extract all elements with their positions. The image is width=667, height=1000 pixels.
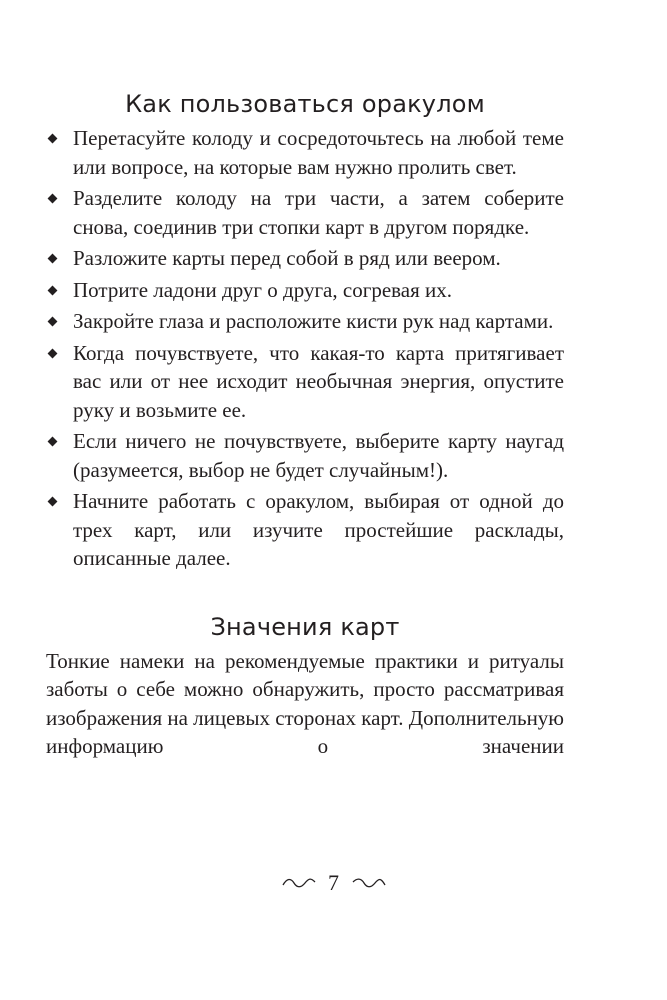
diamond-bullet-icon: [48, 437, 58, 447]
diamond-bullet-icon: [48, 348, 58, 358]
page-content: [46, 88, 564, 761]
list-item-text: Потрите ладони друг о друга, согревая их.: [73, 277, 452, 302]
list-item: [46, 307, 564, 336]
list-item-text: Разделите колоду на три части, а затем соберите снова, соединив три стопки карт в другом порядке.: [73, 186, 564, 239]
page-number: 7: [328, 869, 339, 895]
diamond-bullet-icon: [48, 497, 58, 507]
list-item-text: Когда почувствуете, что какая-то карта притягивает вас или от нее исходит необычная энергия, опустите руку и возьмите ее.: [73, 340, 564, 422]
list-item: [46, 124, 564, 181]
diamond-bullet-icon: [48, 254, 58, 264]
left-swirl-ornament-icon: [281, 876, 317, 890]
list-item-text: Начните работать с оракулом, выбирая от одной до трех карт, или изучите простейшие расклады, описанные далее.: [73, 489, 564, 570]
right-swirl-ornament-icon: [351, 876, 387, 890]
list-item: [46, 339, 564, 425]
diamond-bullet-icon: [48, 194, 58, 204]
section-heading-how-to-use: Как пользоваться оракулом: [125, 90, 485, 118]
list-item: [46, 184, 564, 241]
list-item-text: Закройте глаза и расположите кисти рук над картами.: [73, 309, 554, 333]
list-item-text: Разложите карты перед собой в ряд или веером.: [73, 246, 501, 270]
body-paragraph: Тонкие намеки на рекомендуемые практики и ритуалы заботы о себе можно обнаружить, просто рассматривая изображения на лицевых сторонах карт. Дополнительную информацию о значении: [46, 648, 564, 758]
section-heading-card-meanings: Значения карт: [210, 612, 400, 641]
list-item: [46, 427, 564, 484]
list-item-text: Перетасуйте колоду и сосредоточьтесь на любой теме или вопросе, на которые вам нужно пролить свет.: [73, 126, 564, 179]
list-item: [46, 487, 564, 573]
instruction-list: [46, 124, 564, 573]
list-item-text: Если ничего не почувствуете, выберите карту наугад (разумеется, выбор не будет случайным!).: [73, 429, 564, 482]
list-item: [46, 244, 564, 273]
list-item: [46, 276, 564, 305]
page-footer: [0, 868, 667, 896]
diamond-bullet-icon: [48, 285, 58, 295]
diamond-bullet-icon: [48, 134, 58, 144]
diamond-bullet-icon: [48, 317, 58, 327]
